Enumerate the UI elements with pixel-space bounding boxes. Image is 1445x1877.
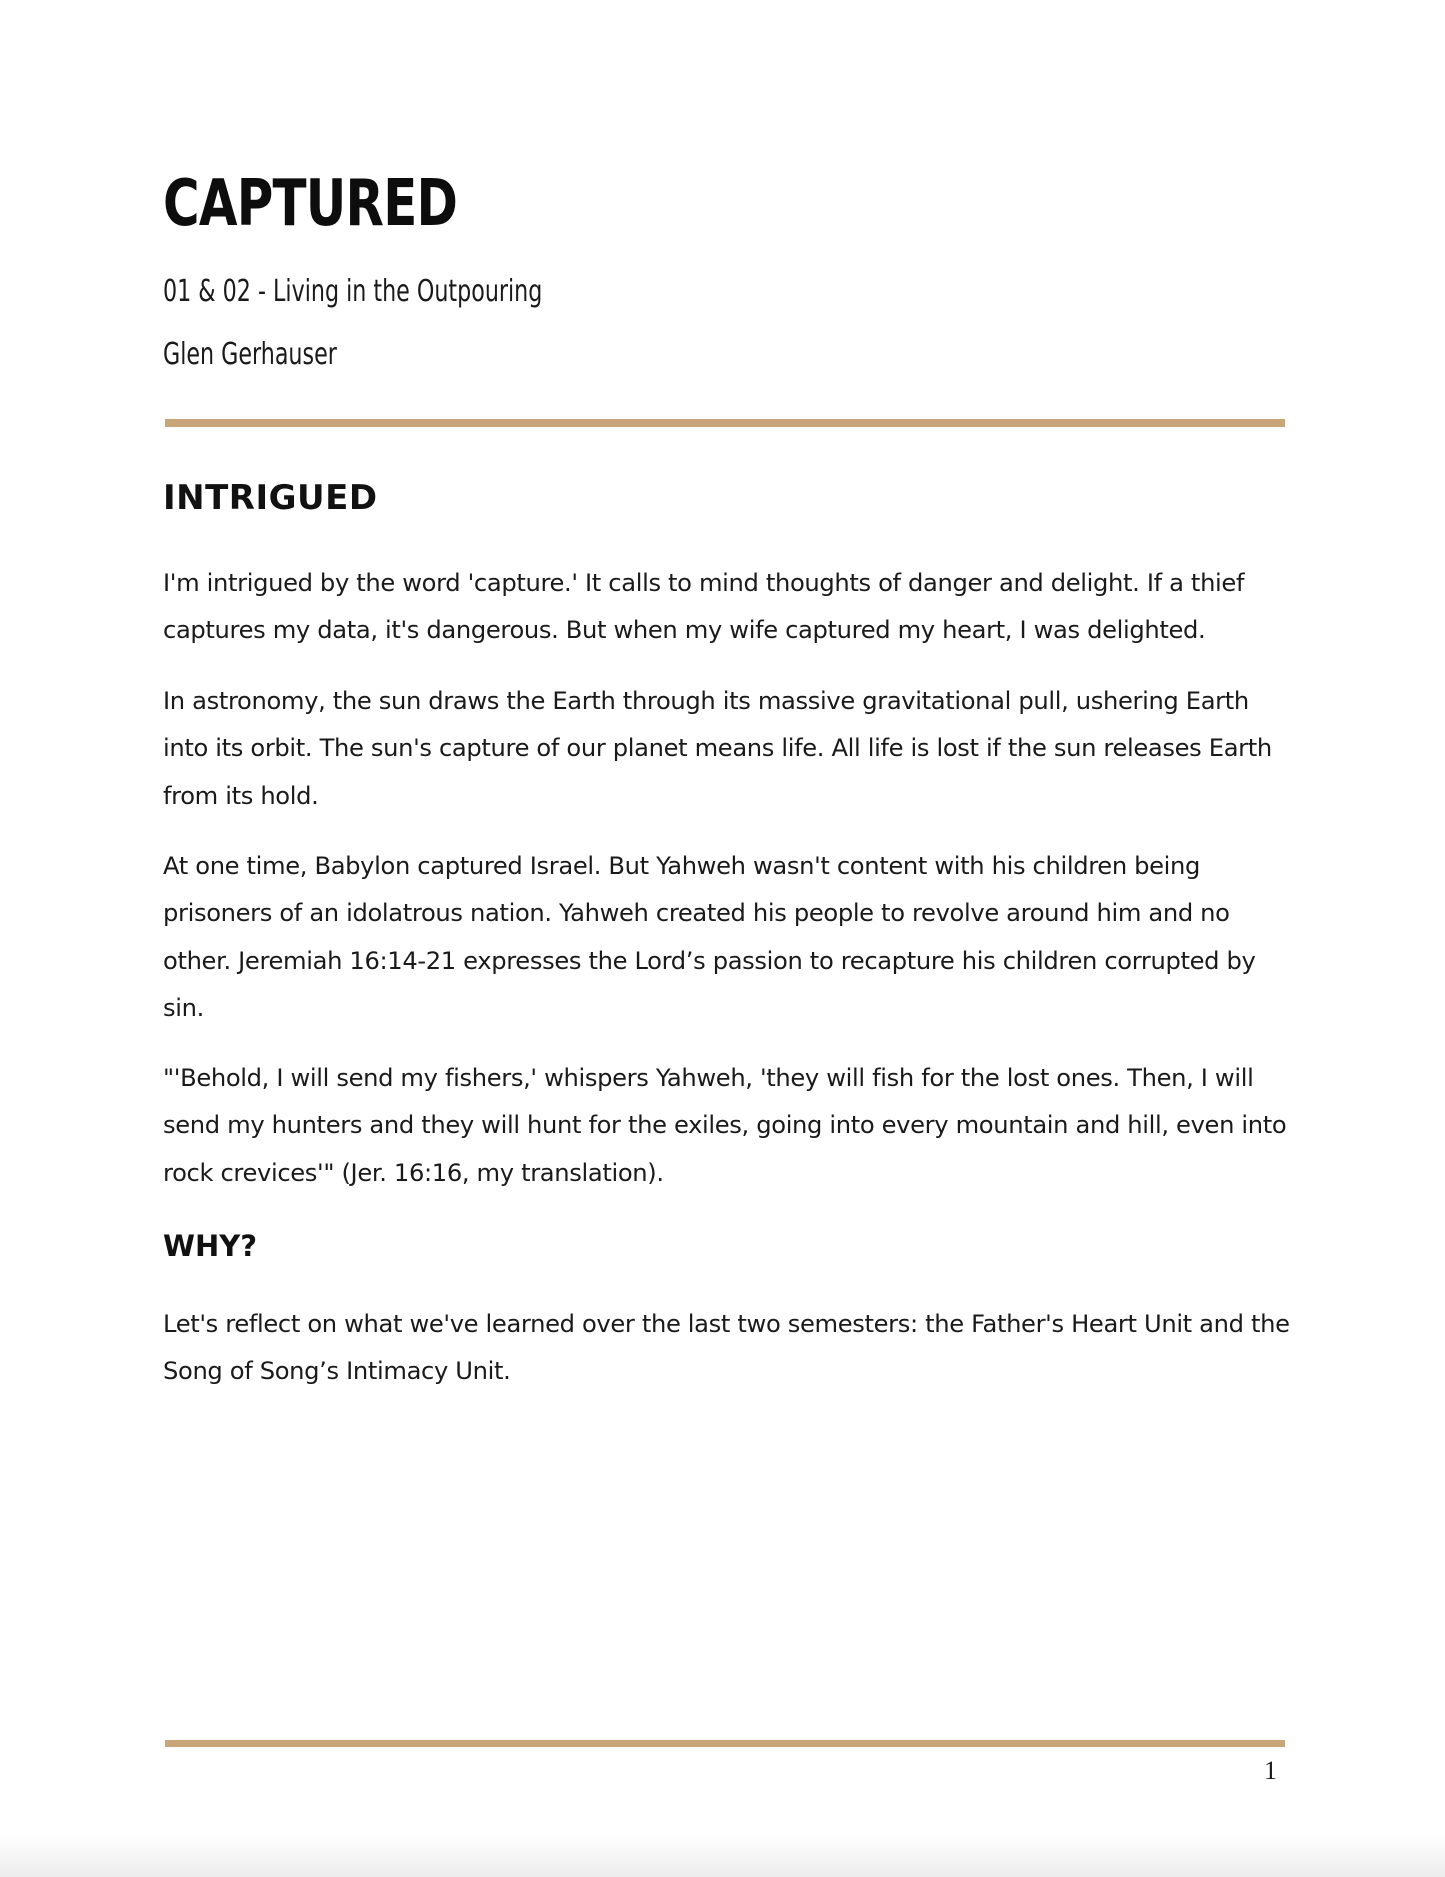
paragraph: "'Behold, I will send my fishers,' whispers Yahweh, 'they will fish for the lost ones. Then, I will send my hunters and they will hunt for the exiles, going into every mountain and hill, even into rock crevices'" (Jer. 16:16, my translation).: [163, 1064, 1287, 1187]
footer-divider: [165, 1740, 1285, 1747]
paragraph: At one time, Babylon captured Israel. But Yahweh wasn't content with his children being prisoners of an idolatrous nation. Yahweh created his people to revolve around him and no other. Jeremiah 16:14-21 expresses the Lord’s passion to recapture his children corrupted by sin.: [163, 852, 1256, 1022]
paragraph: In astronomy, the sun draws the Earth through its massive gravitational pull, ushering Earth into its orbit. The sun's capture of our planet means life. All life is lost if the sun releases Earth from its hold.: [163, 687, 1272, 810]
paragraph: I'm intrigued by the word 'capture.' It calls to mind thoughts of danger and delight. If a thief captures my data, it's dangerous. But when my wife captured my heart, I was delighted.: [163, 569, 1245, 645]
document-title: CAPTURED: [163, 167, 458, 241]
header-divider: [165, 419, 1285, 427]
page-number: 1: [1264, 1756, 1277, 1785]
paragraph: Let's reflect on what we've learned over the last two semesters: the Father's Heart Unit and the Song of Song’s Intimacy Unit.: [163, 1310, 1290, 1386]
document-author: Glen Gerhauser: [163, 337, 337, 372]
section-heading-why: WHY?: [163, 1229, 258, 1263]
section-heading-intrigued: INTRIGUED: [163, 478, 378, 518]
document-subtitle: 01 & 02 - Living in the Outpouring: [163, 274, 543, 309]
page-bottom-shadow: [0, 1835, 1445, 1877]
